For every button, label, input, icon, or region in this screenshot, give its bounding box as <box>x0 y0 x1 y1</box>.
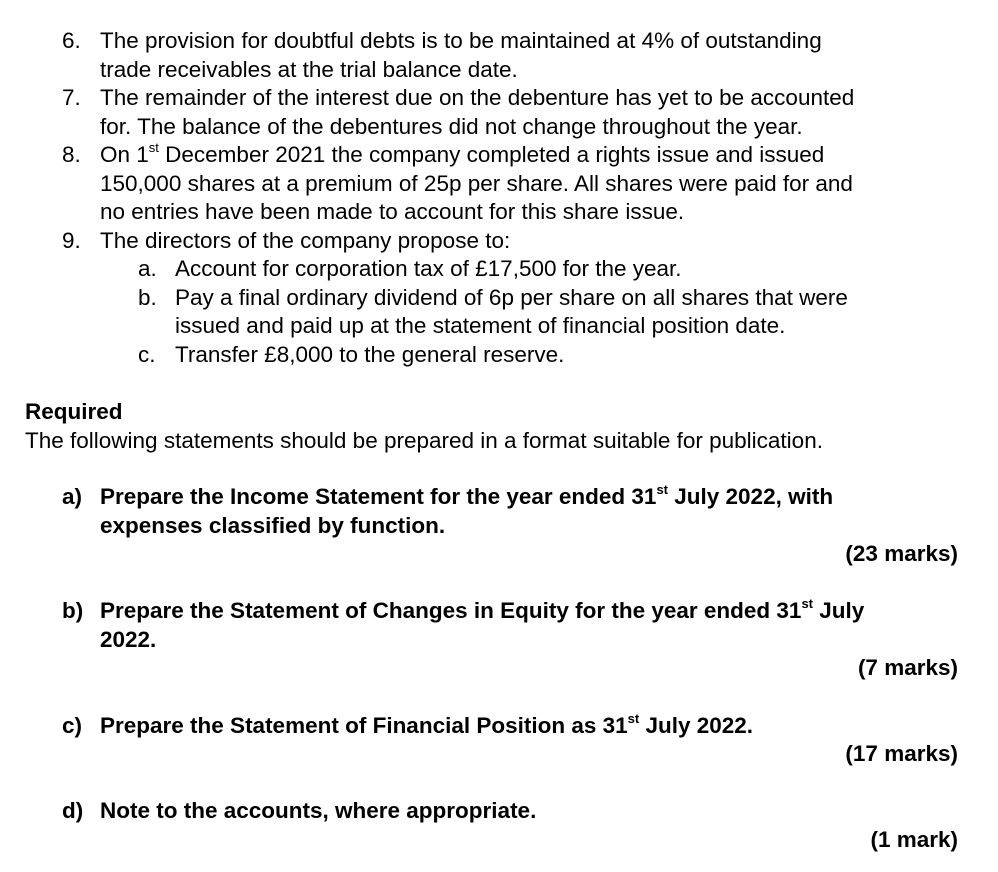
note-text-line: The directors of the company propose to: <box>100 228 511 253</box>
note-number: 8. <box>62 142 81 167</box>
note-text-line: The provision for doubtful debts is to be maintained at 4% of outstanding <box>100 28 822 53</box>
question-marks: (17 marks) <box>845 741 958 766</box>
question-text: expenses classified by function. <box>100 513 446 538</box>
sub-item-text: Transfer £8,000 to the general reserve. <box>175 342 565 367</box>
question-text: Prepare the Statement of Changes in Equity for the year ended 31st July <box>100 595 865 623</box>
question-letter: b) <box>62 598 84 623</box>
required-heading: Required <box>25 399 123 424</box>
question-letter: a) <box>62 484 83 509</box>
note-text-line: trade receivables at the trial balance date. <box>100 57 518 82</box>
note-text-line: On 1st December 2021 the company completed a rights issue and issued <box>100 139 825 167</box>
question-text: Prepare the Income Statement for the year ended 31st July 2022, with <box>100 481 834 509</box>
note-number: 7. <box>62 85 81 110</box>
sub-item-text: Account for corporation tax of £17,500 for the year. <box>175 256 682 281</box>
question-marks: (23 marks) <box>845 541 958 566</box>
note-text-line: 150,000 shares at a premium of 25p per share. All shares were paid for and <box>100 171 853 196</box>
question-marks: (1 mark) <box>870 827 958 852</box>
sub-item-letter: a. <box>138 256 157 281</box>
required-intro: The following statements should be prepared in a format suitable for publication. <box>25 428 823 453</box>
question-letter: d) <box>62 798 84 823</box>
note-number: 6. <box>62 28 81 53</box>
note-text-line: The remainder of the interest due on the debenture has yet to be accounted <box>100 85 855 110</box>
sub-item-text: Pay a final ordinary dividend of 6p per share on all shares that were <box>175 285 848 310</box>
note-number: 9. <box>62 228 81 253</box>
sub-item-text: issued and paid up at the statement of financial position date. <box>175 313 786 338</box>
note-text-line: no entries have been made to account for this share issue. <box>100 199 685 224</box>
question-text: Prepare the Statement of Financial Position as 31st July 2022. <box>100 710 754 738</box>
question-letter: c) <box>62 713 83 738</box>
sub-item-letter: b. <box>138 285 157 310</box>
question-marks: (7 marks) <box>857 655 958 680</box>
question-text: Note to the accounts, where appropriate. <box>100 798 537 823</box>
sub-item-letter: c. <box>138 342 156 367</box>
question-text: 2022. <box>100 627 157 652</box>
note-text-line: for. The balance of the debentures did not change throughout the year. <box>100 114 803 139</box>
